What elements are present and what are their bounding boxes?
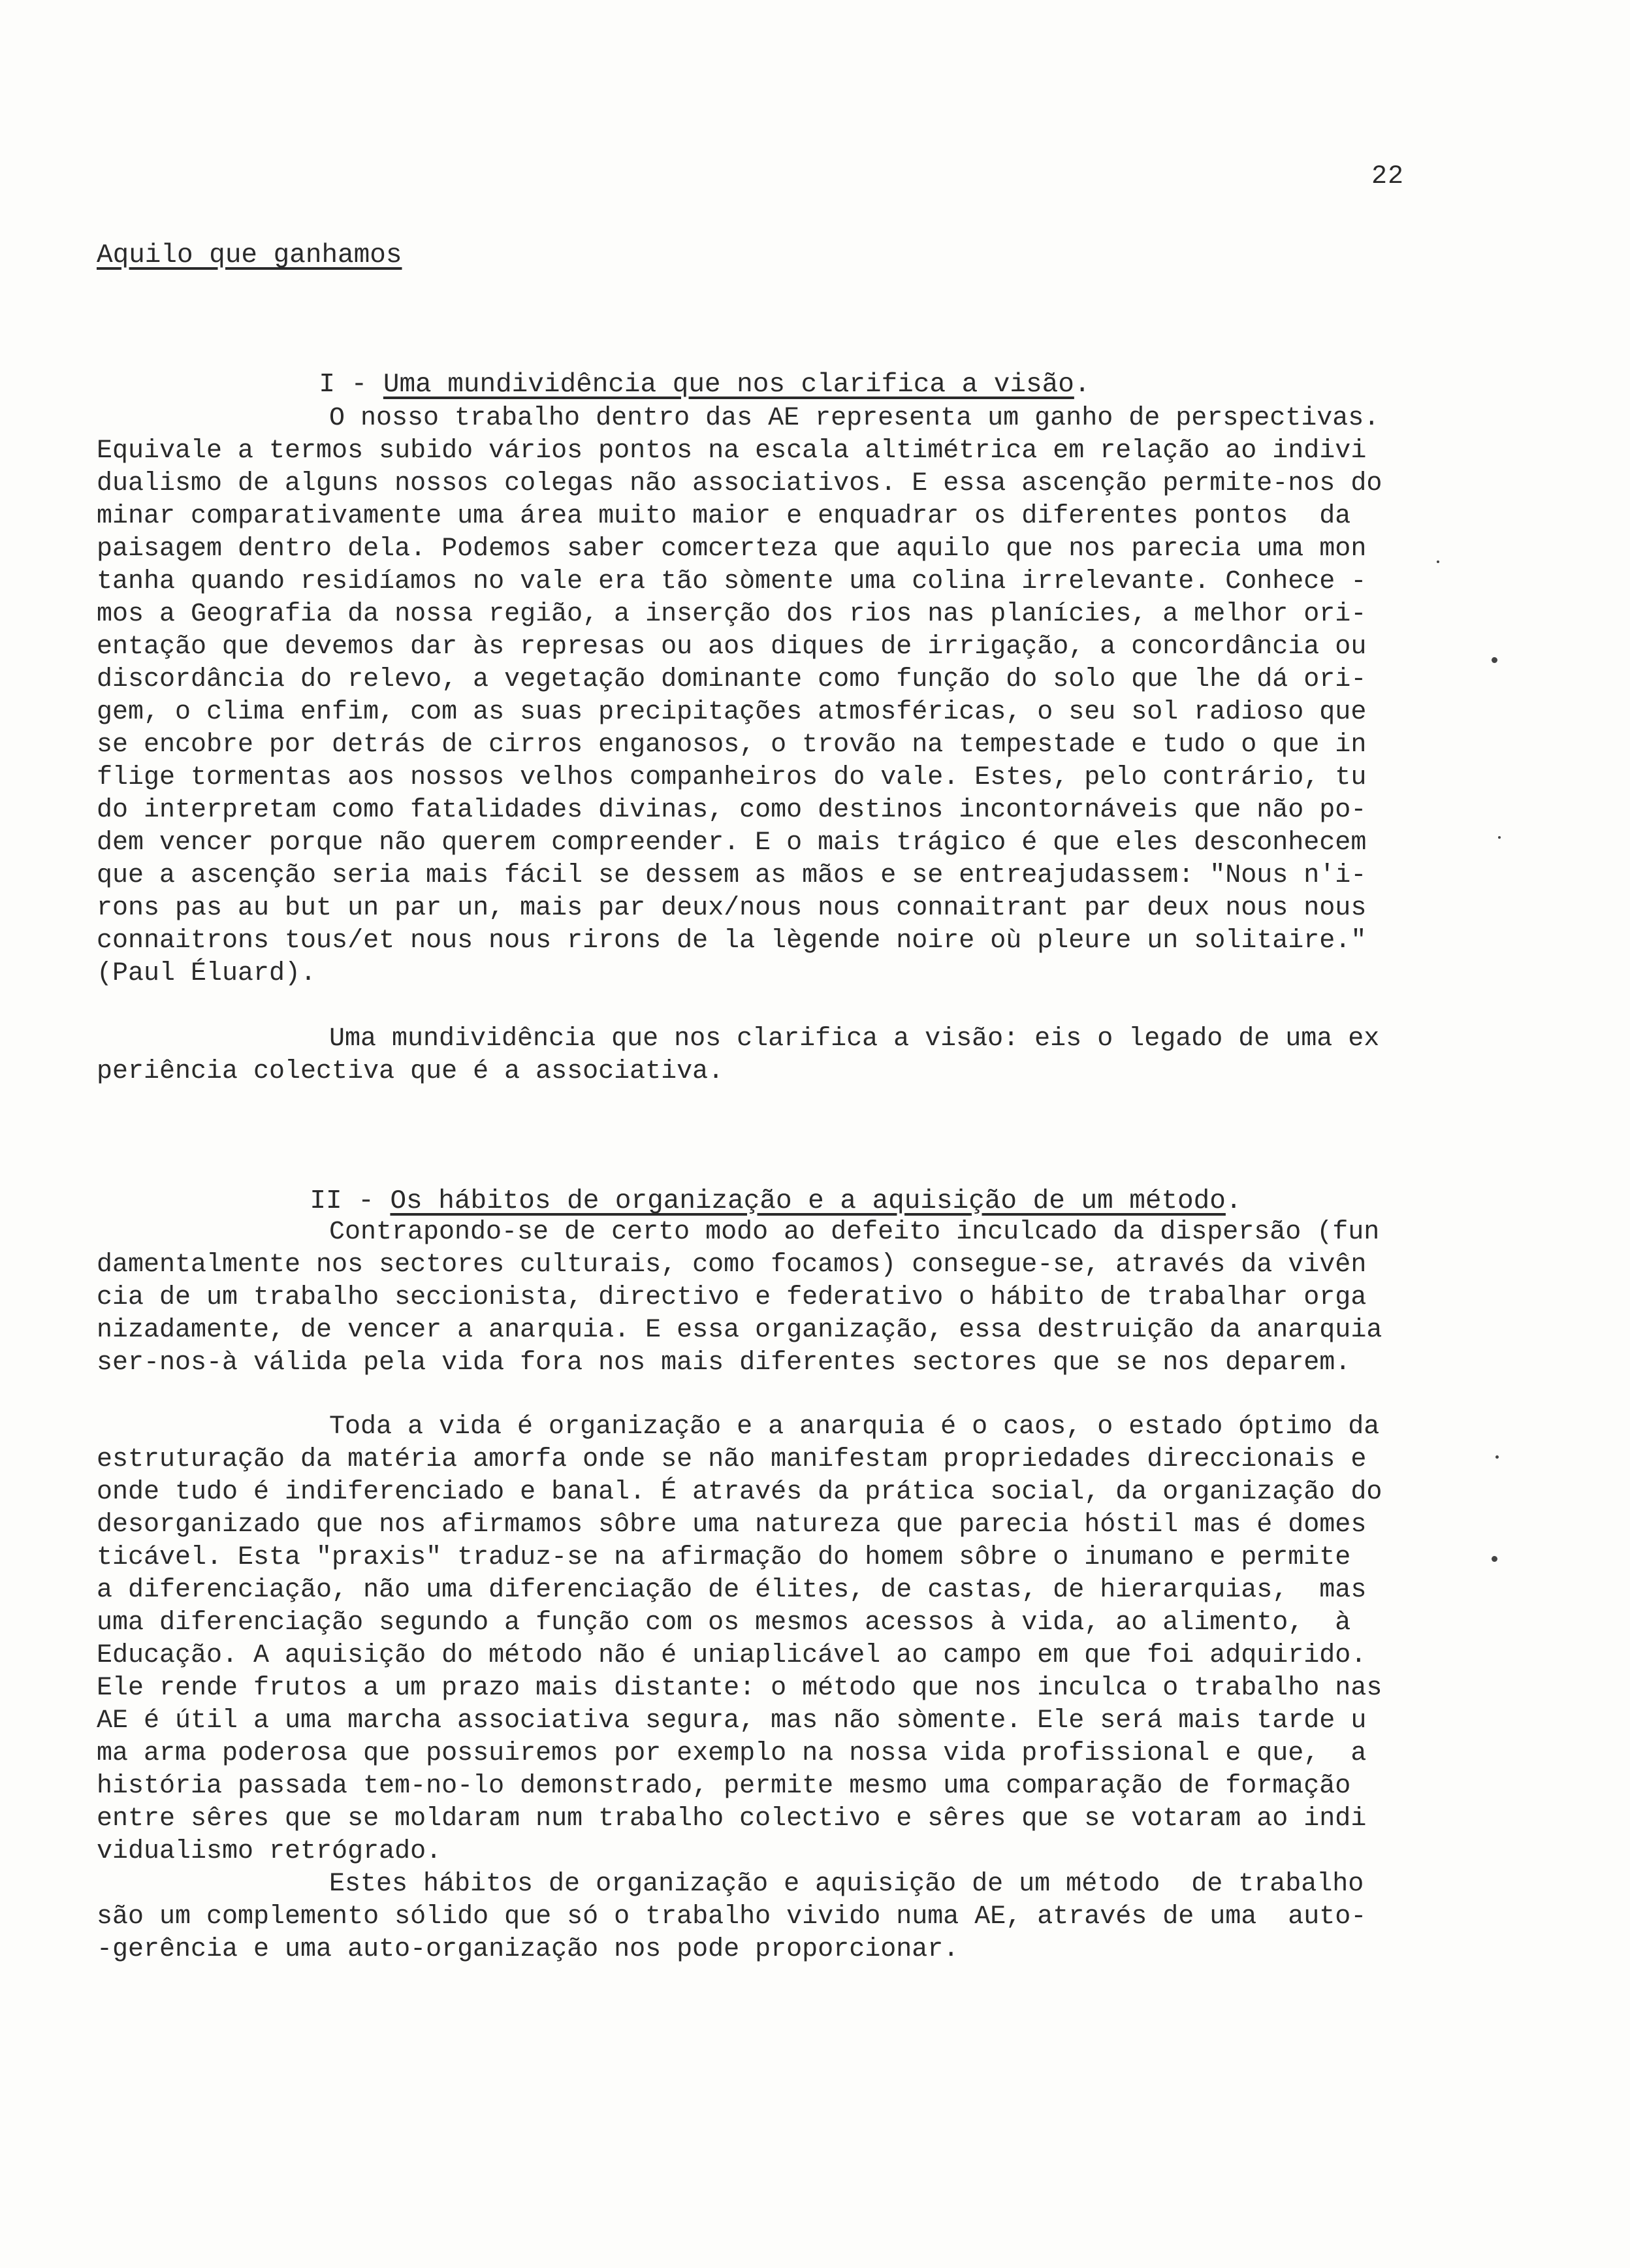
text-line: (Paul Éluard). [97, 959, 317, 988]
section-title-period: . [1074, 370, 1091, 400]
text-line: O nosso trabalho dentro das AE representa um ganho de perspectivas. [329, 404, 1380, 433]
text-line: damentalmente nos sectores culturais, como focamos) consegue-se, através da vivên [97, 1250, 1367, 1280]
text-line: minar comparativamente uma área muito maior e enquadrar os diferentes pontos da [97, 502, 1351, 531]
text-line: se encobre por detrás de cirros enganosos, o trovão na tempestade e tudo o que in [97, 730, 1367, 760]
paragraph-s1-p2 [97, 1023, 1422, 1088]
text-line: Estes hábitos de organização e aquisição de um método de trabalho [329, 1870, 1364, 1899]
text-line: ma arma poderosa que possuiremos por exemplo na nossa vida profissional e que, a [97, 1739, 1367, 1768]
section-title: Os hábitos de organização e a aquisição de um método [390, 1186, 1226, 1216]
text-line: dualismo de alguns nossos colegas não associativos. E essa ascenção permite-nos do [97, 469, 1382, 498]
text-line: cia de um trabalho seccionista, directivo e federativo o hábito de trabalhar orga [97, 1283, 1367, 1312]
text-line: Educação. A aquisição do método não é uniaplicável ao campo em que foi adquirido. [97, 1641, 1367, 1670]
text-line: vidualismo retrógrado. [97, 1837, 442, 1866]
text-line: AE é útil a uma marcha associativa segura, mas não sòmente. Ele será mais tarde u [97, 1706, 1367, 1736]
section-title-period: . [1225, 1186, 1242, 1216]
text-line: Equivale a termos subido vários pontos na escala altimétrica em relação ao indivi [97, 436, 1367, 466]
text-line: nizadamente, de vencer a anarquia. E essa organização, essa destruição da anarquia [97, 1316, 1382, 1345]
text-line: história passada tem-no-lo demonstrado, permite mesmo uma comparação de formação [97, 1772, 1351, 1801]
text-line: do interpretam como fatalidades divinas, como destinos incontornáveis que não po- [97, 796, 1367, 825]
text-line: que a ascenção seria mais fácil se dessem as mãos e se entreajudassem: "Nous n'i- [97, 861, 1367, 890]
text-line: tanha quando residíamos no vale era tão sòmente uma colina irrelevante. Conhece - [97, 567, 1367, 596]
paragraph-s2-p3 [97, 1868, 1422, 1966]
text-line: periência colectiva que é a associativa. [97, 1057, 724, 1086]
text-line: a diferenciação, não uma diferenciação de élites, de castas, de hierarquias, mas [97, 1576, 1367, 1605]
paragraph-s2-p1 [97, 1216, 1422, 1380]
text-line: Toda a vida é organização e a anarquia é o caos, o estado óptimo da [329, 1412, 1380, 1442]
text-line: uma diferenciação segundo a função com os mesmos acessos à vida, ao alimento, à [97, 1608, 1351, 1638]
text-line: onde tudo é indiferenciado e banal. É através da prática social, da organização do [97, 1478, 1382, 1507]
text-line: são um complemento sólido que só o trabalho vivido numa AE, através de uma auto- [97, 1902, 1367, 1932]
text-line: flige tormentas aos nossos velhos companheiros do vale. Estes, pelo contrário, tu [97, 763, 1367, 792]
paragraph-s2-p2 [97, 1411, 1422, 1868]
scan-speck [1492, 657, 1497, 663]
text-line: ser-nos-à válida pela vida fora nos mais diferentes sectores que se nos deparem. [97, 1348, 1351, 1378]
text-line: entre sêres que se moldaram num trabalho colectivo e sêres que se votaram ao indi [97, 1804, 1367, 1834]
text-line: discordância do relevo, a vegetação dominante como função do solo que lhe dá ori- [97, 665, 1367, 694]
text-line: -gerência e uma auto-organização nos pode proporcionar. [97, 1935, 959, 1964]
section-numeral: II - [310, 1186, 391, 1216]
paragraph-s1-p1 [97, 402, 1422, 990]
text-line: connaitrons tous/et nous nous rirons de la lègende noire où pleure un solitaire." [97, 926, 1367, 956]
scan-speck [1498, 836, 1501, 839]
text-line: Contrapondo-se de certo modo ao defeito inculcado da dispersão (fun [329, 1218, 1380, 1247]
section-title: Uma mundividência que nos clarifica a visão [383, 370, 1074, 400]
scan-speck [1437, 560, 1439, 563]
page-number: 22 [1371, 162, 1405, 191]
text-line: mos a Geografia da nossa região, a inserção dos rios nas planícies, a melhor ori- [97, 600, 1367, 629]
text-line: paisagem dentro dela. Podemos saber comcerteza que aquilo que nos parecia uma mon [97, 534, 1367, 564]
scan-speck [1492, 1556, 1497, 1562]
text-line: Ele rende frutos a um prazo mais distante: o método que nos inculca o trabalho nas [97, 1674, 1382, 1703]
text-line: rons pas au but un par un, mais par deux/nous nous connaitrant par deux nous nous [97, 894, 1367, 923]
text-line: desorganizado que nos afirmamos sôbre uma natureza que parecia hóstil mas é domes [97, 1510, 1367, 1540]
scan-speck [1495, 1455, 1499, 1459]
text-line: ticável. Esta "praxis" traduz-se na afirmação do homem sôbre o inumano e permite [97, 1543, 1351, 1572]
section-numeral: I - [319, 370, 383, 400]
text-line: entação que devemos dar às represas ou aos diques de irrigação, a concordância ou [97, 632, 1367, 662]
text-line: estruturação da matéria amorfa onde se não manifestam propriedades direccionais e [97, 1445, 1367, 1474]
text-line: dem vencer porque não querem compreender. E o mais trágico é que eles desconhecem [97, 828, 1367, 858]
chapter-heading: Aquilo que ganhamos [97, 240, 402, 270]
text-line: Uma mundividência que nos clarifica a visão: eis o legado de uma ex [329, 1024, 1380, 1054]
text-line: gem, o clima enfim, com as suas precipitações atmosféricas, o seu sol radioso que [97, 698, 1367, 727]
